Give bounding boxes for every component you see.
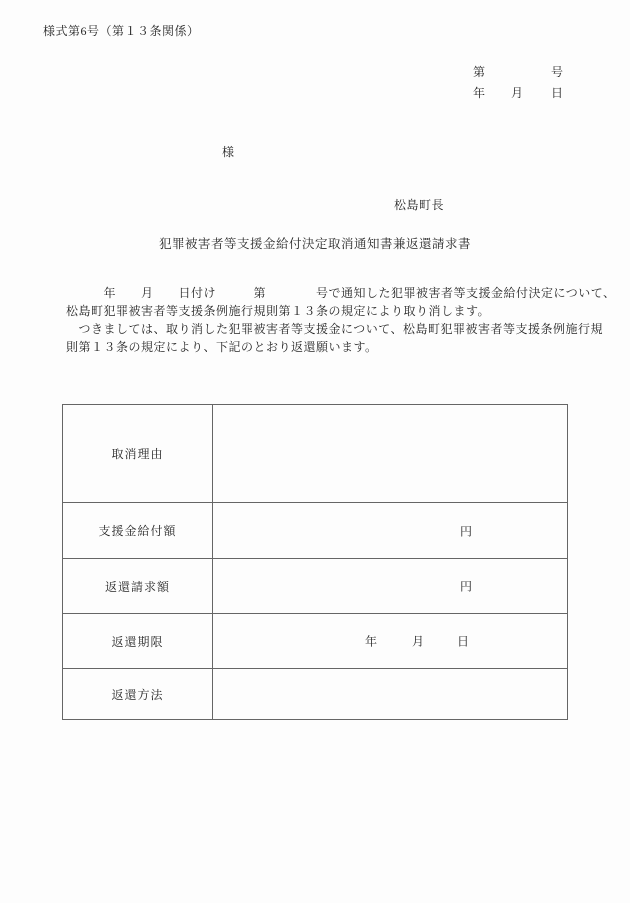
body-paragraph-line: 則第１３条の規定により、下記のとおり返還願います。	[66, 340, 378, 354]
header-date-month: 月	[511, 86, 524, 100]
return-deadline-cell	[213, 614, 567, 668]
cancellation-reason-cell	[213, 405, 567, 502]
doc-number-suffix: 号	[551, 65, 564, 79]
return-amount-cell	[213, 559, 567, 613]
table-row-return-method	[63, 668, 567, 719]
form-number: 様式第6号（第１３条関係）	[43, 24, 200, 38]
yen-unit-label: 円	[460, 524, 473, 538]
table-row-grant-amount	[63, 502, 567, 558]
deadline-month-label: 月	[412, 634, 425, 649]
yen-unit-label: 円	[460, 579, 473, 594]
row-label: 返還期限	[63, 614, 213, 668]
body-paragraph-line: つきましては、取り消した犯罪被害者等支援金について、松島町犯罪被害者等支援条例施行規	[66, 322, 604, 336]
row-label: 取消理由	[63, 405, 213, 502]
sender-title: 松島町長	[394, 198, 445, 212]
table-row-return-deadline	[63, 613, 567, 668]
deadline-day-label: 日	[457, 634, 470, 649]
doc-number-prefix: 第	[473, 65, 486, 79]
row-label: 返還方法	[63, 669, 213, 719]
document-title: 犯罪被害者等支援金給付決定取消通知書兼返還請求書	[158, 237, 471, 251]
table-row-return-amount	[63, 558, 567, 613]
deadline-year-label: 年	[365, 634, 378, 649]
row-label: 支援金給付額	[63, 503, 213, 558]
row-label: 返還請求額	[63, 559, 213, 613]
body-paragraph-line: 松島町犯罪被害者等支援条例施行規則第１３条の規定により取り消します。	[66, 304, 491, 318]
table-row-cancellation-reason	[63, 405, 567, 502]
header-date-day: 日	[551, 86, 564, 100]
header-date-year: 年	[473, 86, 486, 100]
return-method-cell	[213, 669, 567, 719]
addressee-suffix: 様	[222, 145, 235, 159]
body-paragraph-line: 年 月 日付け 第 号で通知した犯罪被害者等支援金給付決定について、	[66, 286, 616, 300]
grant-amount-cell	[213, 503, 567, 558]
return-request-table	[62, 404, 568, 720]
